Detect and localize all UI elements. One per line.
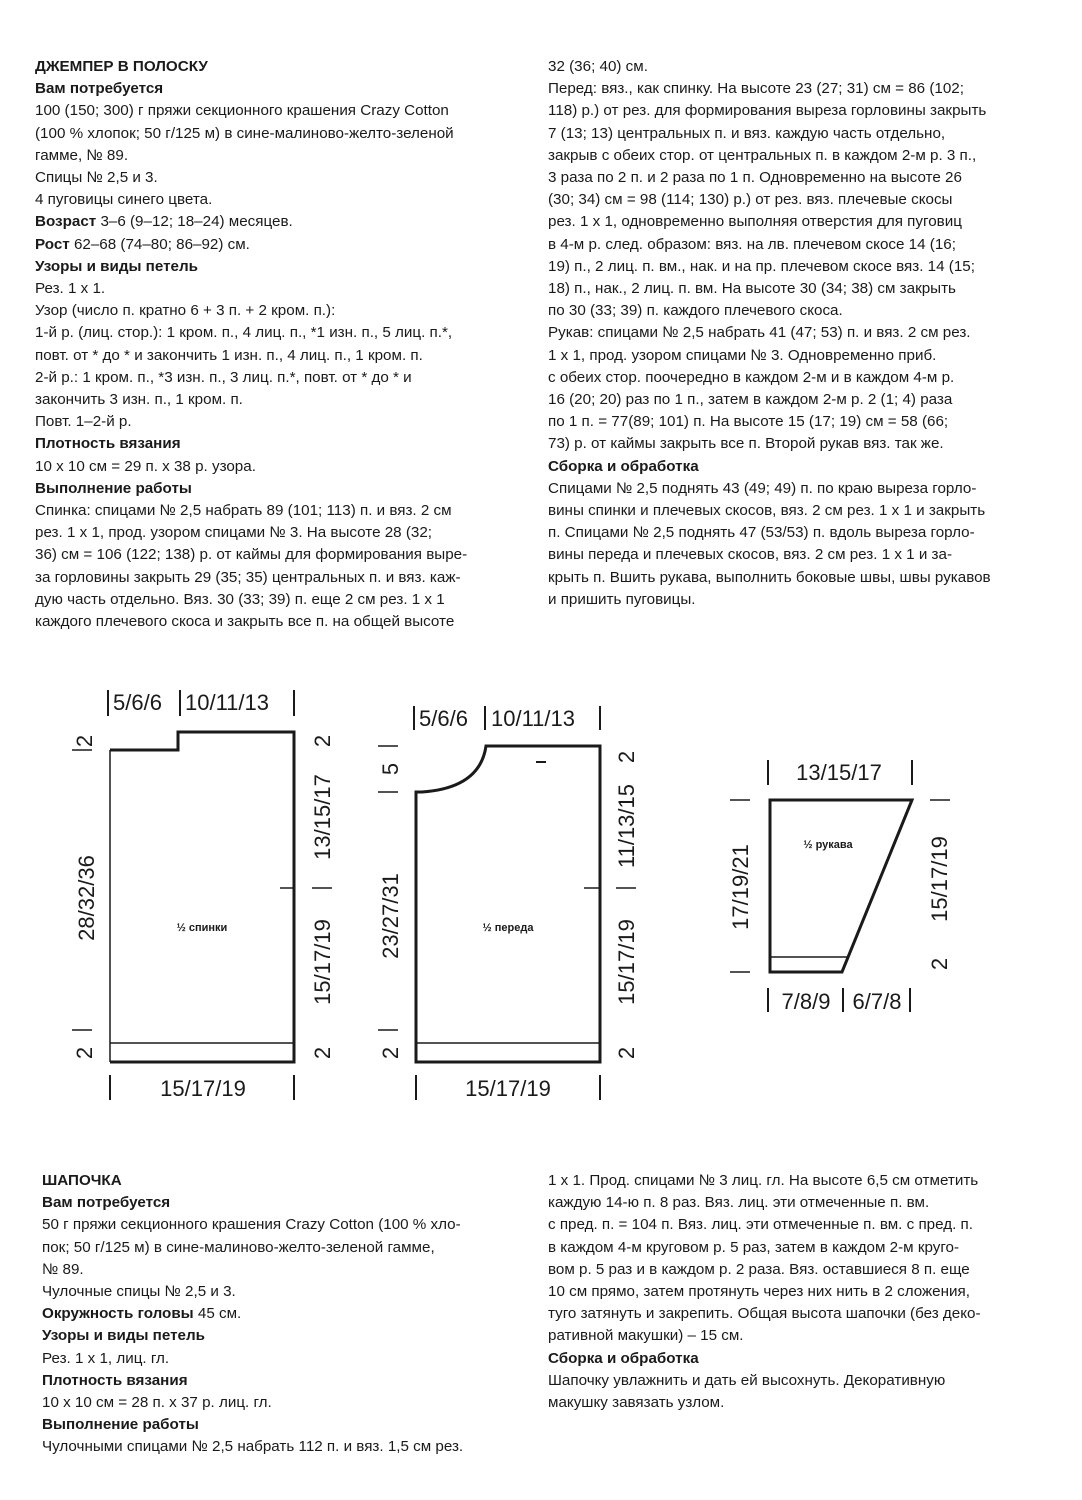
hat-text-column-1	[42, 1170, 522, 1459]
text-line: Шапочку увлажнить и дать ей высохнуть. Декоративную	[548, 1371, 946, 1389]
jumper-text-column-1	[35, 56, 525, 633]
section-heading: Узоры и виды петель	[42, 1327, 205, 1345]
text-line	[35, 234, 525, 256]
text-line: 32 (36; 40) см.	[548, 58, 648, 75]
text-line: 100 (150; 300) г пряжи секционного крашения Crazy Cotton	[35, 102, 449, 120]
front-left-neck-label: 5	[378, 762, 403, 776]
back-outline	[110, 732, 294, 1062]
text-line: 10 см прямо, затем протянуть через них нить в 2 сложения,	[548, 1283, 970, 1301]
inline-heading: Окружность головы	[42, 1305, 194, 1323]
text-line: (30; 34) см = 98 (114; 130) р.) от рез. вяз. плечевые скосы	[548, 191, 953, 209]
back-top-small-label: 5/6/6	[113, 690, 162, 715]
text-line: в 4-м р. след. образом: вяз. на лв. плечевом скосе 14 (16;	[548, 235, 956, 253]
section-heading: Сборка и обработка	[548, 457, 699, 475]
text-line: Чулочные спицы № 2,5 и 3.	[42, 1283, 236, 1301]
section-heading: Плотность вязания	[35, 435, 181, 453]
sleeve-part-label: ½ рукава	[803, 839, 853, 851]
front-outline	[416, 746, 600, 1062]
text-line: 7 (13; 13) центральных п. и вяз. каждую часть отдельно,	[548, 124, 946, 142]
back-right-rib-bottom-label: 2	[310, 1046, 335, 1060]
back-left-rib-top-label: 2	[72, 734, 97, 748]
text-line: повт. от * до * и закончить 1 изн. п., 4 лиц. п., 1 кром. п.	[35, 346, 423, 364]
section-heading: Вам потребуется	[42, 1194, 171, 1212]
text-line: вом р. 5 раз и в каждом р. 2 раза. Вяз. оставшиеся 8 п. еще	[548, 1260, 970, 1278]
text-line: 1 х 1, прод. узором спицами № 3. Одновременно приб.	[548, 346, 937, 364]
text-line: в каждом 4-м круговом р. 5 раз, затем в каждом 2-м круго-	[548, 1238, 960, 1256]
text-line: Чулочными спицами № 2,5 набрать 112 п. и вяз. 1,5 см рез.	[42, 1438, 464, 1456]
sleeve-right-rib-label: 2	[927, 957, 952, 971]
section-heading: Вам потребуется	[35, 80, 164, 98]
text-line: Спицами № 2,5 поднять 43 (49; 49) п. по краю выреза горло-	[548, 479, 977, 497]
inline-heading: Возраст	[35, 213, 97, 231]
text-line	[42, 1303, 522, 1325]
text-line: с пред. п. = 104 п. Вяз. лиц. эти отмеченные п. вм. с пред. п.	[548, 1216, 973, 1234]
text-line: туго затянуть и закрепить. Общая высота шапочки (без деко-	[548, 1305, 981, 1323]
front-right-lower-label: 15/17/19	[614, 919, 639, 1005]
text-line: гамме, № 89.	[35, 146, 129, 164]
section-heading: Узоры и виды петель	[35, 257, 198, 275]
text-line: по 30 (33; 39) п. каждого плечевого скоса.	[548, 302, 843, 320]
text-line: вины спинки и плечевых скосов, вяз. 2 см рез. 1 х 1 и закрыть	[548, 502, 986, 520]
section-heading: Выполнение работы	[42, 1416, 199, 1434]
text-line: дую часть отдельно. Вяз. 30 (33; 39) п. еще 2 см рез. 1 х 1	[35, 590, 445, 608]
front-right-upper-label: 11/13/15	[614, 783, 639, 869]
text-line: 1 х 1. Прод. спицами № 3 лиц. гл. На высоте 6,5 см отметить	[548, 1172, 979, 1189]
text-line: 4 пуговицы синего цвета.	[35, 191, 213, 209]
front-scheme	[378, 706, 636, 1100]
text-line: закончить 3 изн. п., 1 кром. п.	[35, 391, 243, 409]
text-line: закрыв с обеих стор. от центральных п. в каждом 2-м р. 3 п.,	[548, 146, 977, 164]
text-line: за горловины закрыть 29 (35; 35) центральных п. и вяз. каж-	[35, 568, 461, 586]
text-line: 2-й р.: 1 кром. п., *3 изн. п., 3 лиц. п.*, повт. от * до * и	[35, 368, 412, 386]
text-line-value: 62–68 (74–80; 86–92) см.	[73, 235, 250, 253]
text-line: ративной макушки) – 15 см.	[548, 1327, 744, 1345]
back-part-label: ½ спинки	[176, 922, 228, 934]
text-line: 1-й р. (лиц. стор.): 1 кром. п., 4 лиц. п., *1 изн. п., 5 лиц. п.*,	[35, 324, 453, 342]
text-line: 10 х 10 см = 29 п. х 38 р. узора.	[35, 457, 256, 475]
text-line: Рез. 1 х 1.	[35, 280, 106, 298]
hat-text-column-2	[548, 1170, 1053, 1414]
text-line: Спицы № 2,5 и 3.	[35, 169, 158, 187]
text-line: 36) см = 106 (122; 138) р. от каймы для формирования выре-	[35, 546, 468, 564]
sleeve-dimension-labels	[728, 760, 952, 1014]
front-bottom-label: 15/17/19	[465, 1076, 551, 1101]
front-right-rib-bottom-label: 2	[614, 1046, 639, 1060]
text-line: пок; 50 г/125 м) в сине-малиново-желто-зеленой гамме,	[42, 1238, 435, 1256]
sleeve-top-label: 13/15/17	[796, 760, 882, 785]
text-line: Спинка: спицами № 2,5 набрать 89 (101; 113) п. и вяз. 2 см	[35, 502, 452, 520]
back-dimension-labels	[72, 690, 335, 1101]
text-line-value: 3–6 (9–12; 18–24) месяцев.	[100, 213, 293, 231]
text-line: 16 (20; 20) раз по 1 п., затем в каждом 2-м р. 2 (1; 4) раза	[548, 391, 953, 409]
front-left-height-label: 23/27/31	[378, 873, 403, 959]
text-line: Рукав: спицами № 2,5 набрать 41 (47; 53) п. и вяз. 2 см рез.	[548, 324, 971, 342]
front-right-rib-top-label: 2	[614, 750, 639, 764]
text-line: 118) р.) от рез. для формирования выреза горловины закрыть	[548, 102, 987, 120]
text-line: 50 г пряжи секционного крашения Crazy Cotton (100 % хло-	[42, 1216, 461, 1234]
front-top-large-label: 10/11/13	[491, 706, 576, 731]
text-line-value: 45 см.	[197, 1305, 242, 1323]
text-line: 10 х 10 см = 28 п. х 37 р. лиц. гл.	[42, 1394, 272, 1412]
section-heading: Плотность вязания	[42, 1371, 188, 1389]
sleeve-bottom-left-label: 7/8/9	[781, 989, 831, 1014]
section-heading: Выполнение работы	[35, 479, 192, 497]
text-line: каждую 14-ю п. 8 раз. Вяз. лиц. эти отмеченные п. вм.	[548, 1194, 930, 1212]
back-bottom-label: 15/17/19	[160, 1076, 246, 1101]
text-line: Рез. 1 х 1, лиц. гл.	[42, 1349, 170, 1367]
jumper-text-column-2	[548, 56, 1053, 611]
back-left-height-label: 28/32/36	[74, 855, 99, 941]
section-heading: ШАПОЧКА	[42, 1172, 122, 1189]
text-line: каждого плечевого скоса и закрыть все п. на общей высоте	[35, 613, 455, 631]
back-scheme	[72, 690, 332, 1100]
back-left-rib-bottom-label: 2	[72, 1046, 97, 1060]
text-line: 19) п., 2 лиц. п. вм., нак. и на пр. плечевом скосе вяз. 14 (15;	[548, 257, 975, 275]
text-line: и пришить пуговицы.	[548, 590, 696, 608]
back-right-lower-label: 15/17/19	[310, 919, 335, 1005]
text-line: с обеих стор. поочередно в каждом 2-м и в каждом 4-м р.	[548, 368, 955, 386]
text-line: Узор (число п. кратно 6 + 3 п. + 2 кром. п.):	[35, 302, 336, 320]
text-line: Повт. 1–2-й р.	[35, 413, 132, 431]
section-heading: ДЖЕМПЕР В ПОЛОСКУ	[35, 58, 208, 75]
back-right-upper-label: 13/15/17	[310, 774, 335, 860]
sleeve-right-height-label: 15/17/19	[927, 836, 952, 922]
front-left-rib-bottom-label: 2	[378, 1046, 403, 1060]
text-line	[35, 211, 525, 233]
sleeve-bottom-right-label: 6/7/8	[852, 989, 902, 1014]
text-line: 3 раза по 2 п. и 2 раза по 1 п. Одновременно на высоте 26	[548, 169, 962, 187]
text-line: Перед: вяз., как спинку. На высоте 23 (27; 31) см = 86 (102;	[548, 80, 964, 98]
text-line: 73) р. от каймы закрыть все п. Второй рукав вяз. так же.	[548, 435, 944, 453]
text-line: (100 % хлопок; 50 г/125 м) в сине-малиново-желто-зеленой	[35, 124, 454, 142]
front-top-small-label: 5/6/6	[419, 706, 468, 731]
text-line: макушку завязать узлом.	[548, 1394, 725, 1412]
text-line: вины переда и плечевых скосов, вяз. 2 см рез. 1 х 1 и за-	[548, 546, 953, 564]
inline-heading: Рост	[35, 235, 70, 253]
sleeve-scheme	[730, 760, 950, 1012]
section-heading: Сборка и обработка	[548, 1349, 699, 1367]
text-line: № 89.	[42, 1260, 84, 1278]
text-line: крыть п. Вшить рукава, выполнить боковые швы, швы рукавов	[548, 568, 991, 586]
text-line: п. Спицами № 2,5 поднять 47 (53/53) п. вдоль выреза горло-	[548, 524, 975, 542]
text-line: по 1 п. = 77(89; 101) п. На высоте 15 (17; 19) см = 58 (66;	[548, 413, 949, 431]
sleeve-outline	[770, 800, 912, 972]
text-line: рез. 1 х 1, прод. узором спицами № 3. На высоте 28 (32;	[35, 524, 433, 542]
sleeve-left-height-label: 17/19/21	[728, 844, 753, 930]
text-line: 18) п., нак., 2 лиц. п. вм. На высоте 30 (34; 38) см закрыть	[548, 280, 956, 298]
text-line: рез. 1 х 1, одновременно выполняя отверстия для пуговиц	[548, 213, 962, 231]
knitting-schemes	[0, 640, 1082, 1110]
back-top-large-label: 10/11/13	[185, 690, 270, 715]
back-right-rib-top-label: 2	[310, 734, 335, 748]
front-part-label: ½ переда	[482, 922, 534, 934]
